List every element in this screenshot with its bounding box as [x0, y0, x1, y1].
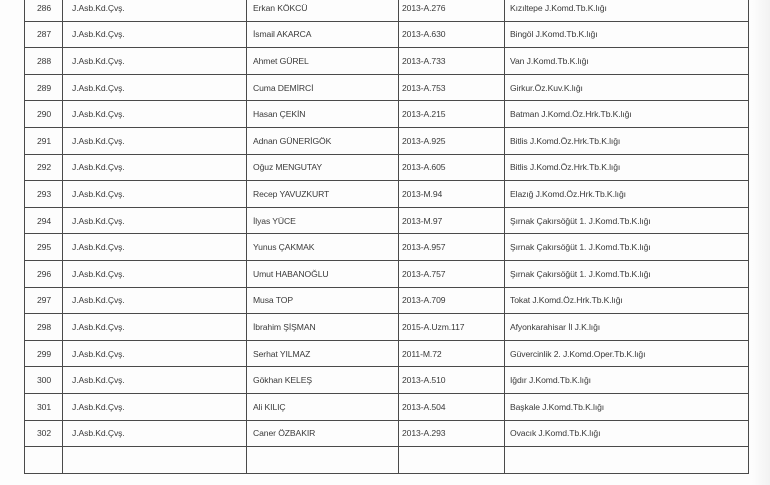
registry-number-cell: 2011-M.72 [399, 340, 505, 367]
name-cell: Erkan KÖKCÜ [247, 0, 399, 21]
table-row [25, 127, 749, 154]
row-number-cell: 295 [25, 234, 63, 261]
table-row [25, 101, 749, 128]
registry-number-cell: 2013-A.630 [399, 21, 505, 48]
registry-number-cell: 2013-M.97 [399, 207, 505, 234]
rank-cell: J.Asb.Kd.Çvş. [63, 420, 247, 447]
rank-cell: J.Asb.Kd.Çvş. [63, 127, 247, 154]
unit-cell: Kızıltepe J.Komd.Tb.K.lığı [505, 0, 749, 21]
rank-cell: J.Asb.Kd.Çvş. [63, 154, 247, 181]
unit-cell: Afyonkarahisar İl J.K.lığı [505, 314, 749, 341]
rank-cell: J.Asb.Kd.Çvş. [63, 393, 247, 420]
table-row [25, 393, 749, 420]
rank-cell: J.Asb.Kd.Çvş. [63, 234, 247, 261]
registry-number-cell: 2013-A.709 [399, 287, 505, 314]
name-cell: Ali KILIÇ [247, 393, 399, 420]
table-row [25, 74, 749, 101]
row-number-cell: 299 [25, 340, 63, 367]
row-number-cell: 288 [25, 48, 63, 75]
personnel-table [24, 0, 749, 474]
table-row [25, 181, 749, 208]
registry-number-cell: 2013-A.925 [399, 127, 505, 154]
rank-cell: J.Asb.Kd.Çvş. [63, 74, 247, 101]
rank-cell: J.Asb.Kd.Çvş. [63, 314, 247, 341]
name-cell: Hasan ÇEKİN [247, 101, 399, 128]
row-number-cell: 300 [25, 367, 63, 394]
name-cell: Ahmet GÜREL [247, 48, 399, 75]
unit-cell [505, 447, 749, 474]
name-cell: Caner ÖZBAKIR [247, 420, 399, 447]
table-row [25, 420, 749, 447]
registry-number-cell: 2015-A.Uzm.117 [399, 314, 505, 341]
rank-cell: J.Asb.Kd.Çvş. [63, 340, 247, 367]
registry-number-cell: 2013-A.733 [399, 48, 505, 75]
row-number-cell: 293 [25, 181, 63, 208]
table-row [25, 48, 749, 75]
name-cell: Yunus ÇAKMAK [247, 234, 399, 261]
name-cell: Recep YAVUZKURT [247, 181, 399, 208]
registry-number-cell: 2013-A.957 [399, 234, 505, 261]
table-row [25, 0, 749, 21]
registry-number-cell: 2013-A.757 [399, 260, 505, 287]
row-number-cell: 289 [25, 74, 63, 101]
rank-cell: J.Asb.Kd.Çvş. [63, 48, 247, 75]
row-number-cell: 296 [25, 260, 63, 287]
registry-number-cell: 2013-A.753 [399, 74, 505, 101]
rank-cell: J.Asb.Kd.Çvş. [63, 260, 247, 287]
row-number-cell: 290 [25, 101, 63, 128]
name-cell: İlyas YÜCE [247, 207, 399, 234]
unit-cell: Tokat J.Komd.Öz.Hrk.Tb.K.lığı [505, 287, 749, 314]
rank-cell: J.Asb.Kd.Çvş. [63, 181, 247, 208]
table-row [25, 260, 749, 287]
row-number-cell: 291 [25, 127, 63, 154]
table-row [25, 287, 749, 314]
table-row [25, 367, 749, 394]
unit-cell: Şırnak Çakırsöğüt 1. J.Komd.Tb.K.lığı [505, 260, 749, 287]
row-number-cell: 287 [25, 21, 63, 48]
row-number-cell: 286 [25, 0, 63, 21]
unit-cell: Şırnak Çakırsöğüt 1. J.Komd.Tb.K.lığı [505, 234, 749, 261]
unit-cell: Bitlis J.Komd.Öz.Hrk.Tb.K.lığı [505, 127, 749, 154]
table-row [25, 234, 749, 261]
name-cell: Cuma DEMİRCİ [247, 74, 399, 101]
row-number-cell: 292 [25, 154, 63, 181]
unit-cell: Girkur.Öz.Kuv.K.lığı [505, 74, 749, 101]
rank-cell: J.Asb.Kd.Çvş. [63, 207, 247, 234]
rank-cell: J.Asb.Kd.Çvş. [63, 101, 247, 128]
registry-number-cell: 2013-A.276 [399, 0, 505, 21]
name-cell: Umut HABANOĞLU [247, 260, 399, 287]
rank-cell [63, 447, 247, 474]
table-row [25, 340, 749, 367]
registry-number-cell: 2013-A.215 [399, 101, 505, 128]
rank-cell: J.Asb.Kd.Çvş. [63, 21, 247, 48]
unit-cell: Şırnak Çakırsöğüt 1. J.Komd.Tb.K.lığı [505, 207, 749, 234]
row-number-cell: 297 [25, 287, 63, 314]
registry-number-cell [399, 447, 505, 474]
row-number-cell: 301 [25, 393, 63, 420]
name-cell: Gökhan KELEŞ [247, 367, 399, 394]
table-row [25, 154, 749, 181]
name-cell: İbrahim ŞİŞMAN [247, 314, 399, 341]
table-row [25, 447, 749, 474]
rank-cell: J.Asb.Kd.Çvş. [63, 0, 247, 21]
table-row [25, 207, 749, 234]
name-cell: Musa TOP [247, 287, 399, 314]
name-cell [247, 447, 399, 474]
unit-cell: Başkale J.Komd.Tb.K.lığı [505, 393, 749, 420]
unit-cell: Ovacık J.Komd.Tb.K.lığı [505, 420, 749, 447]
rank-cell: J.Asb.Kd.Çvş. [63, 287, 247, 314]
table-row [25, 21, 749, 48]
row-number-cell: 302 [25, 420, 63, 447]
registry-number-cell: 2013-M.94 [399, 181, 505, 208]
unit-cell: Bitlis J.Komd.Öz.Hrk.Tb.K.lığı [505, 154, 749, 181]
registry-number-cell: 2013-A.510 [399, 367, 505, 394]
registry-number-cell: 2013-A.293 [399, 420, 505, 447]
personnel-table-body [25, 0, 749, 473]
unit-cell: Güvercinlik 2. J.Komd.Oper.Tb.K.lığı [505, 340, 749, 367]
name-cell: Oğuz MENGUTAY [247, 154, 399, 181]
row-number-cell: 298 [25, 314, 63, 341]
row-number-cell [25, 447, 63, 474]
name-cell: İsmail AKARCA [247, 21, 399, 48]
unit-cell: Bingöl J.Komd.Tb.K.lığı [505, 21, 749, 48]
name-cell: Adnan GÜNERİGÖK [247, 127, 399, 154]
unit-cell: Batman J.Komd.Öz.Hrk.Tb.K.lığı [505, 101, 749, 128]
page-edge-shading [752, 0, 770, 485]
unit-cell: Elazığ J.Komd.Öz.Hrk.Tb.K.lığı [505, 181, 749, 208]
table-row [25, 314, 749, 341]
name-cell: Serhat YILMAZ [247, 340, 399, 367]
unit-cell: Iğdır J.Komd.Tb.K.lığı [505, 367, 749, 394]
registry-number-cell: 2013-A.605 [399, 154, 505, 181]
unit-cell: Van J.Komd.Tb.K.lığı [505, 48, 749, 75]
rank-cell: J.Asb.Kd.Çvş. [63, 367, 247, 394]
registry-number-cell: 2013-A.504 [399, 393, 505, 420]
row-number-cell: 294 [25, 207, 63, 234]
